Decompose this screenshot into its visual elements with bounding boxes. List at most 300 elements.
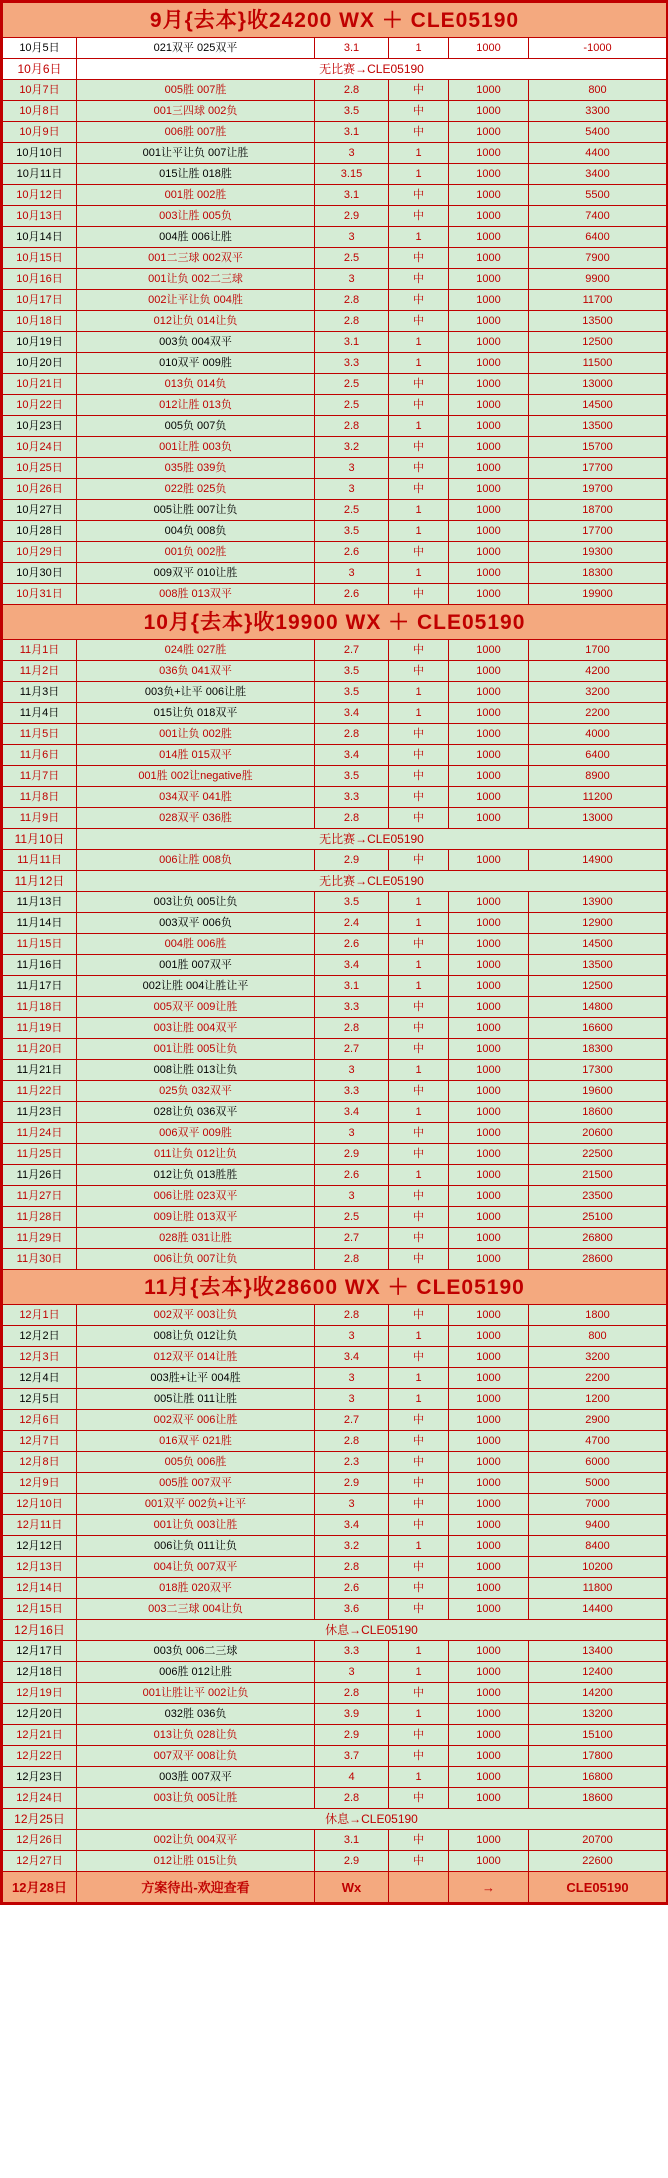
row-result: 中 bbox=[389, 640, 449, 661]
row-date: 12月25日 bbox=[3, 1809, 77, 1830]
table-row bbox=[3, 1018, 667, 1039]
row-profit: 800 bbox=[529, 80, 667, 101]
row-odds: 3.3 bbox=[315, 787, 389, 808]
row-date: 10月19日 bbox=[3, 332, 77, 353]
row-stake: 1000 bbox=[449, 1767, 529, 1788]
row-odds: 2.8 bbox=[315, 1305, 389, 1326]
row-profit: 18600 bbox=[529, 1102, 667, 1123]
row-no-match-note: 休息→CLE05190 bbox=[77, 1809, 667, 1830]
record-table bbox=[2, 2, 667, 1903]
row-profit: 14500 bbox=[529, 934, 667, 955]
table-row bbox=[3, 1620, 667, 1641]
row-date: 11月10日 bbox=[3, 829, 77, 850]
row-pick: 015让负 018双平 bbox=[77, 703, 315, 724]
row-odds: 2.8 bbox=[315, 416, 389, 437]
row-pick: 002让胜 004让胜让平 bbox=[77, 976, 315, 997]
row-stake: 1000 bbox=[449, 122, 529, 143]
row-result: 中 bbox=[389, 248, 449, 269]
row-pick: 024胜 027胜 bbox=[77, 640, 315, 661]
row-odds: 3.1 bbox=[315, 1830, 389, 1851]
row-result: 中 bbox=[389, 850, 449, 871]
row-odds: 3 bbox=[315, 563, 389, 584]
row-odds: 4 bbox=[315, 1767, 389, 1788]
month-summary-text: 11月{去本}收28600 WX ＋ CLE05190 bbox=[3, 1270, 667, 1305]
row-stake: 1000 bbox=[449, 227, 529, 248]
row-odds: 3.5 bbox=[315, 101, 389, 122]
row-odds: 2.8 bbox=[315, 1788, 389, 1809]
row-pick: 002让平让负 004胜 bbox=[77, 290, 315, 311]
row-date: 10月11日 bbox=[3, 164, 77, 185]
row-result: 中 bbox=[389, 1725, 449, 1746]
row-stake: 1000 bbox=[449, 1851, 529, 1872]
row-pick: 003二三球 004让负 bbox=[77, 1599, 315, 1620]
row-odds: 2.9 bbox=[315, 1473, 389, 1494]
row-pick: 032胜 036负 bbox=[77, 1704, 315, 1725]
row-odds: 2.6 bbox=[315, 1578, 389, 1599]
table-row bbox=[3, 332, 667, 353]
row-stake: 1000 bbox=[449, 913, 529, 934]
row-stake: 1000 bbox=[449, 248, 529, 269]
row-stake: 1000 bbox=[449, 1494, 529, 1515]
row-profit: 13500 bbox=[529, 311, 667, 332]
row-pick: 003让负 005让负 bbox=[77, 892, 315, 913]
row-date: 11月28日 bbox=[3, 1207, 77, 1228]
row-pick: 003双平 006负 bbox=[77, 913, 315, 934]
row-stake: 1000 bbox=[449, 1599, 529, 1620]
table-row bbox=[3, 269, 667, 290]
row-stake: 1000 bbox=[449, 745, 529, 766]
row-date: 11月9日 bbox=[3, 808, 77, 829]
row-stake: 1000 bbox=[449, 1081, 529, 1102]
row-date: 12月28日 bbox=[3, 1872, 77, 1903]
row-profit: 11800 bbox=[529, 1578, 667, 1599]
table-row bbox=[3, 185, 667, 206]
table-row bbox=[3, 248, 667, 269]
table-row bbox=[3, 227, 667, 248]
row-odds: 3.4 bbox=[315, 1102, 389, 1123]
row-stake: 1000 bbox=[449, 542, 529, 563]
row-profit: 3300 bbox=[529, 101, 667, 122]
row-odds: 3 bbox=[315, 1123, 389, 1144]
table-row bbox=[3, 1746, 667, 1767]
row-result: 中 bbox=[389, 1207, 449, 1228]
row-result: 1 bbox=[389, 682, 449, 703]
table-row bbox=[3, 101, 667, 122]
row-pick: 003胜 007双平 bbox=[77, 1767, 315, 1788]
row-pick: 003胜+让平 004胜 bbox=[77, 1368, 315, 1389]
row-profit: 13400 bbox=[529, 1641, 667, 1662]
row-pick: 035胜 039负 bbox=[77, 458, 315, 479]
table-row bbox=[3, 311, 667, 332]
row-profit: CLE05190 bbox=[529, 1872, 667, 1903]
row-date: 12月8日 bbox=[3, 1452, 77, 1473]
row-result: 中 bbox=[389, 997, 449, 1018]
row-profit: 6400 bbox=[529, 227, 667, 248]
row-date: 11月21日 bbox=[3, 1060, 77, 1081]
row-date: 12月3日 bbox=[3, 1347, 77, 1368]
row-odds: 2.7 bbox=[315, 1228, 389, 1249]
row-profit: 4700 bbox=[529, 1431, 667, 1452]
row-odds: 2.8 bbox=[315, 311, 389, 332]
row-date: 10月15日 bbox=[3, 248, 77, 269]
row-stake: 1000 bbox=[449, 269, 529, 290]
row-odds: 2.8 bbox=[315, 80, 389, 101]
row-odds: Wx bbox=[315, 1872, 389, 1903]
row-stake: 1000 bbox=[449, 80, 529, 101]
row-odds: 2.5 bbox=[315, 395, 389, 416]
table-row bbox=[3, 1389, 667, 1410]
table-row bbox=[3, 829, 667, 850]
row-date: 12月17日 bbox=[3, 1641, 77, 1662]
row-result: 1 bbox=[389, 353, 449, 374]
row-odds: 3.4 bbox=[315, 703, 389, 724]
table-row bbox=[3, 563, 667, 584]
row-result: 1 bbox=[389, 500, 449, 521]
row-pick: 012让负 013胜胜 bbox=[77, 1165, 315, 1186]
row-profit: 13000 bbox=[529, 374, 667, 395]
row-result: 1 bbox=[389, 1389, 449, 1410]
row-pick: 001胜 002让negative胜 bbox=[77, 766, 315, 787]
row-odds: 3.5 bbox=[315, 661, 389, 682]
row-odds: 3.4 bbox=[315, 955, 389, 976]
row-date: 10月18日 bbox=[3, 311, 77, 332]
row-odds: 3.4 bbox=[315, 1347, 389, 1368]
row-pick: 001让胜 003负 bbox=[77, 437, 315, 458]
row-date: 11月20日 bbox=[3, 1039, 77, 1060]
row-odds: 2.9 bbox=[315, 206, 389, 227]
table-row bbox=[3, 1207, 667, 1228]
row-profit: 19900 bbox=[529, 584, 667, 605]
row-stake: 1000 bbox=[449, 1830, 529, 1851]
row-date: 12月1日 bbox=[3, 1305, 77, 1326]
row-odds: 2.8 bbox=[315, 1431, 389, 1452]
table-row bbox=[3, 1249, 667, 1270]
row-profit: 10200 bbox=[529, 1557, 667, 1578]
table-row bbox=[3, 38, 667, 59]
table-row bbox=[3, 1494, 667, 1515]
row-pick: 021双平 025双平 bbox=[77, 38, 315, 59]
row-date: 10月6日 bbox=[3, 59, 77, 80]
row-date: 10月7日 bbox=[3, 80, 77, 101]
row-stake: 1000 bbox=[449, 997, 529, 1018]
row-date: 10月13日 bbox=[3, 206, 77, 227]
row-stake: 1000 bbox=[449, 374, 529, 395]
row-odds: 3 bbox=[315, 269, 389, 290]
row-date: 10月31日 bbox=[3, 584, 77, 605]
table-row bbox=[3, 766, 667, 787]
row-stake: 1000 bbox=[449, 724, 529, 745]
row-profit: 12900 bbox=[529, 913, 667, 934]
row-profit: 2900 bbox=[529, 1410, 667, 1431]
row-odds: 3.6 bbox=[315, 1599, 389, 1620]
row-odds: 3.1 bbox=[315, 122, 389, 143]
row-stake: 1000 bbox=[449, 1578, 529, 1599]
row-stake: 1000 bbox=[449, 1249, 529, 1270]
row-profit: 23500 bbox=[529, 1186, 667, 1207]
row-stake: 1000 bbox=[449, 311, 529, 332]
row-stake: 1000 bbox=[449, 353, 529, 374]
row-result: 中 bbox=[389, 437, 449, 458]
row-date: 12月10日 bbox=[3, 1494, 77, 1515]
month-summary-banner bbox=[3, 3, 667, 38]
row-odds: 3 bbox=[315, 1389, 389, 1410]
row-profit: 21500 bbox=[529, 1165, 667, 1186]
row-stake: 1000 bbox=[449, 101, 529, 122]
table-row bbox=[3, 395, 667, 416]
row-no-match-note: 休息→CLE05190 bbox=[77, 1620, 667, 1641]
row-date: 11月29日 bbox=[3, 1228, 77, 1249]
table-row bbox=[3, 500, 667, 521]
table-row bbox=[3, 479, 667, 500]
row-stake: 1000 bbox=[449, 955, 529, 976]
row-odds: 3 bbox=[315, 1060, 389, 1081]
row-profit: 19300 bbox=[529, 542, 667, 563]
row-odds: 3.1 bbox=[315, 185, 389, 206]
row-result: 中 bbox=[389, 290, 449, 311]
row-stake: 1000 bbox=[449, 934, 529, 955]
row-stake: 1000 bbox=[449, 164, 529, 185]
row-stake: 1000 bbox=[449, 437, 529, 458]
row-stake: 1000 bbox=[449, 1347, 529, 1368]
row-profit: 18700 bbox=[529, 500, 667, 521]
table-row bbox=[3, 1578, 667, 1599]
table-row bbox=[3, 745, 667, 766]
row-stake: 1000 bbox=[449, 1165, 529, 1186]
row-date: 10月20日 bbox=[3, 353, 77, 374]
row-date: 11月11日 bbox=[3, 850, 77, 871]
row-date: 11月12日 bbox=[3, 871, 77, 892]
row-profit: 12500 bbox=[529, 332, 667, 353]
row-stake: 1000 bbox=[449, 892, 529, 913]
row-result: 中 bbox=[389, 458, 449, 479]
row-odds: 2.4 bbox=[315, 913, 389, 934]
row-date: 10月14日 bbox=[3, 227, 77, 248]
row-result: 1 bbox=[389, 1326, 449, 1347]
row-profit: 25100 bbox=[529, 1207, 667, 1228]
month-summary-banner bbox=[3, 1270, 667, 1305]
row-pick: 003让负 005让胜 bbox=[77, 1788, 315, 1809]
row-pick: 001胜 007双平 bbox=[77, 955, 315, 976]
table-row bbox=[3, 1060, 667, 1081]
row-pick: 014胜 015双平 bbox=[77, 745, 315, 766]
row-pick: 013负 014负 bbox=[77, 374, 315, 395]
row-date: 12月24日 bbox=[3, 1788, 77, 1809]
table-row bbox=[3, 787, 667, 808]
table-row bbox=[3, 934, 667, 955]
row-date: 10月21日 bbox=[3, 374, 77, 395]
row-profit: 20600 bbox=[529, 1123, 667, 1144]
row-date: 11月2日 bbox=[3, 661, 77, 682]
row-stake: 1000 bbox=[449, 808, 529, 829]
row-result: 中 bbox=[389, 80, 449, 101]
row-result: 中 bbox=[389, 206, 449, 227]
row-profit: 17700 bbox=[529, 458, 667, 479]
row-pick: 028双平 036胜 bbox=[77, 808, 315, 829]
row-stake: 1000 bbox=[449, 206, 529, 227]
table-row bbox=[3, 1704, 667, 1725]
row-result: 中 bbox=[389, 1186, 449, 1207]
table-row bbox=[3, 640, 667, 661]
row-odds: 3 bbox=[315, 1494, 389, 1515]
row-profit: 14500 bbox=[529, 395, 667, 416]
row-result: 中 bbox=[389, 584, 449, 605]
row-result: 中 bbox=[389, 1039, 449, 1060]
row-profit: 13000 bbox=[529, 808, 667, 829]
table-row bbox=[3, 1452, 667, 1473]
row-profit: 6400 bbox=[529, 745, 667, 766]
row-result: 1 bbox=[389, 1165, 449, 1186]
row-stake: 1000 bbox=[449, 1123, 529, 1144]
row-result: 中 bbox=[389, 269, 449, 290]
row-profit: 12500 bbox=[529, 976, 667, 997]
row-date: 11月27日 bbox=[3, 1186, 77, 1207]
table-row bbox=[3, 724, 667, 745]
row-stake: 1000 bbox=[449, 458, 529, 479]
row-pick: 022胜 025负 bbox=[77, 479, 315, 500]
row-date: 12月19日 bbox=[3, 1683, 77, 1704]
row-date: 12月23日 bbox=[3, 1767, 77, 1788]
row-result: 1 bbox=[389, 143, 449, 164]
row-profit: 14200 bbox=[529, 1683, 667, 1704]
row-profit: 20700 bbox=[529, 1830, 667, 1851]
row-odds: 3.3 bbox=[315, 1081, 389, 1102]
row-profit: 14900 bbox=[529, 850, 667, 871]
row-pick: 003负+让平 006让胜 bbox=[77, 682, 315, 703]
row-pick: 002让负 004双平 bbox=[77, 1830, 315, 1851]
row-odds: 3.3 bbox=[315, 353, 389, 374]
row-result: 1 bbox=[389, 1704, 449, 1725]
row-stake: 1000 bbox=[449, 1683, 529, 1704]
row-stake: 1000 bbox=[449, 1368, 529, 1389]
row-stake: 1000 bbox=[449, 1725, 529, 1746]
row-profit: 14400 bbox=[529, 1599, 667, 1620]
row-date: 12月7日 bbox=[3, 1431, 77, 1452]
row-pick: 001二三球 002双平 bbox=[77, 248, 315, 269]
row-odds: 3.3 bbox=[315, 1641, 389, 1662]
row-stake: 1000 bbox=[449, 290, 529, 311]
row-pick: 034双平 041胜 bbox=[77, 787, 315, 808]
row-stake: 1000 bbox=[449, 1326, 529, 1347]
row-odds: 3.9 bbox=[315, 1704, 389, 1725]
row-no-match-note: 无比赛→CLE05190 bbox=[77, 871, 667, 892]
row-odds: 2.7 bbox=[315, 1410, 389, 1431]
row-odds: 2.6 bbox=[315, 934, 389, 955]
table-row bbox=[3, 1557, 667, 1578]
table-row bbox=[3, 1515, 667, 1536]
row-result: 中 bbox=[389, 185, 449, 206]
row-result: 中 bbox=[389, 1557, 449, 1578]
row-profit: 17800 bbox=[529, 1746, 667, 1767]
row-result: 1 bbox=[389, 416, 449, 437]
row-pick: 006胜 012让胜 bbox=[77, 1662, 315, 1683]
table-row bbox=[3, 703, 667, 724]
table-row bbox=[3, 1809, 667, 1830]
table-row bbox=[3, 1767, 667, 1788]
row-profit: 13500 bbox=[529, 416, 667, 437]
row-result: 中 bbox=[389, 374, 449, 395]
row-profit: 9400 bbox=[529, 1515, 667, 1536]
row-date: 12月27日 bbox=[3, 1851, 77, 1872]
table-row bbox=[3, 458, 667, 479]
row-result: 中 bbox=[389, 1249, 449, 1270]
row-pick: 004让负 007双平 bbox=[77, 1557, 315, 1578]
table-row bbox=[3, 1368, 667, 1389]
row-result: 1 bbox=[389, 1368, 449, 1389]
row-pick: 004胜 006胜 bbox=[77, 934, 315, 955]
row-date: 12月2日 bbox=[3, 1326, 77, 1347]
row-pick: 003让胜 004双平 bbox=[77, 1018, 315, 1039]
row-pick: 009让胜 013双平 bbox=[77, 1207, 315, 1228]
row-pick: 028胜 031让胜 bbox=[77, 1228, 315, 1249]
month-summary-text: 10月{去本}收19900 WX ＋ CLE05190 bbox=[3, 605, 667, 640]
table-row-pending[interactable] bbox=[3, 1872, 667, 1903]
row-pick: 004胜 006让胜 bbox=[77, 227, 315, 248]
row-pick: 011让负 012让负 bbox=[77, 1144, 315, 1165]
row-stake: 1000 bbox=[449, 703, 529, 724]
row-profit: 9900 bbox=[529, 269, 667, 290]
row-pick: 001让负 003让胜 bbox=[77, 1515, 315, 1536]
row-result: 中 bbox=[389, 1494, 449, 1515]
row-result: 中 bbox=[389, 101, 449, 122]
table-row bbox=[3, 850, 667, 871]
row-stake: 1000 bbox=[449, 479, 529, 500]
row-result: 中 bbox=[389, 1081, 449, 1102]
row-odds: 2.8 bbox=[315, 1249, 389, 1270]
table-row bbox=[3, 206, 667, 227]
row-stake: 1000 bbox=[449, 143, 529, 164]
row-stake: 1000 bbox=[449, 1186, 529, 1207]
row-profit: 28600 bbox=[529, 1249, 667, 1270]
row-result: 中 bbox=[389, 1305, 449, 1326]
row-profit: 18300 bbox=[529, 563, 667, 584]
row-pick: 006让负 011让负 bbox=[77, 1536, 315, 1557]
row-stake: 1000 bbox=[449, 640, 529, 661]
row-stake: 1000 bbox=[449, 766, 529, 787]
row-result: 1 bbox=[389, 703, 449, 724]
row-profit: 12400 bbox=[529, 1662, 667, 1683]
row-stake: 1000 bbox=[449, 1144, 529, 1165]
table-row bbox=[3, 892, 667, 913]
row-date: 11月19日 bbox=[3, 1018, 77, 1039]
table-row bbox=[3, 1347, 667, 1368]
row-pick: 006双平 009胜 bbox=[77, 1123, 315, 1144]
row-profit: 2200 bbox=[529, 1368, 667, 1389]
row-result: 中 bbox=[389, 934, 449, 955]
row-date: 12月15日 bbox=[3, 1599, 77, 1620]
row-result: 中 bbox=[389, 1228, 449, 1249]
row-stake: 1000 bbox=[449, 1746, 529, 1767]
row-date: 12月9日 bbox=[3, 1473, 77, 1494]
row-profit: 17700 bbox=[529, 521, 667, 542]
row-date: 12月4日 bbox=[3, 1368, 77, 1389]
row-profit: 6000 bbox=[529, 1452, 667, 1473]
table-row bbox=[3, 871, 667, 892]
row-result: 1 bbox=[389, 563, 449, 584]
row-stake: 1000 bbox=[449, 1536, 529, 1557]
row-stake: 1000 bbox=[449, 787, 529, 808]
row-pick: 003让胜 005负 bbox=[77, 206, 315, 227]
row-odds: 2.9 bbox=[315, 1851, 389, 1872]
row-date: 10月10日 bbox=[3, 143, 77, 164]
row-profit: 1700 bbox=[529, 640, 667, 661]
row-date: 11月7日 bbox=[3, 766, 77, 787]
row-result: 1 bbox=[389, 1060, 449, 1081]
table-row bbox=[3, 682, 667, 703]
row-date: 11月13日 bbox=[3, 892, 77, 913]
row-date: 10月16日 bbox=[3, 269, 77, 290]
table-row bbox=[3, 997, 667, 1018]
row-date: 11月3日 bbox=[3, 682, 77, 703]
